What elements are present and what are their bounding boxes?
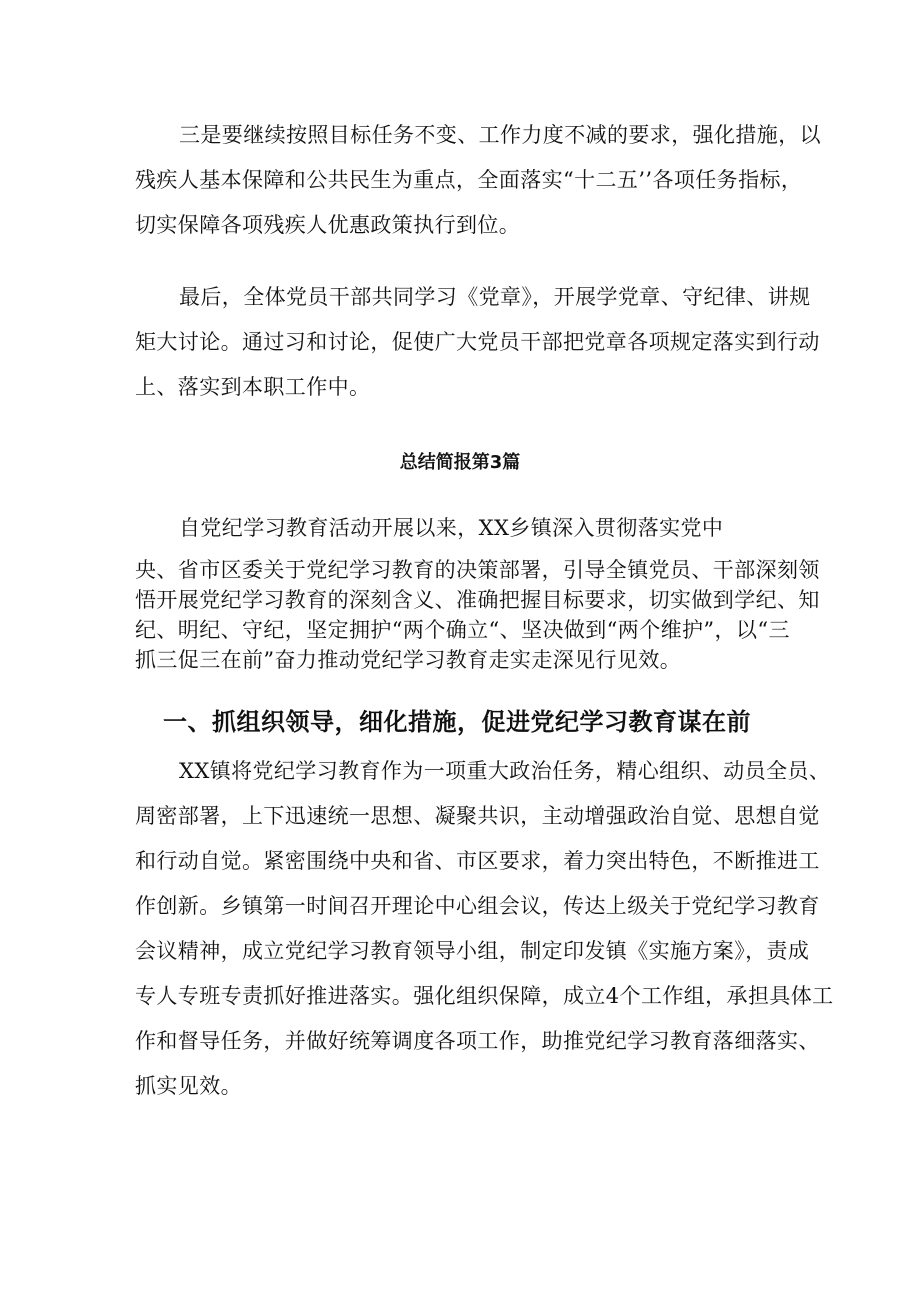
paragraph-party-constitution xyxy=(135,275,820,410)
text-line: 残疾人基本保障和公共民生为重点，全面落实“十二五’’各项任务指标， xyxy=(135,168,803,192)
text-line: 最后，全体党员干部共同学习《党章》，开展学党章、守纪律、讲规 xyxy=(179,285,811,309)
paragraph-organization-body xyxy=(135,749,834,1109)
text-line: 上、落实到本职工作中。 xyxy=(135,375,371,399)
text-line: 抓三促三在前”奋力推动党纪学习教育走实走深见行见效。 xyxy=(135,648,682,672)
paragraph-task-measures xyxy=(135,113,821,248)
text-line: 作创新。乡镇第一时间召开理论中心组会议，传达上级关于党纪学习教育 xyxy=(135,894,820,918)
text-line: 周密部署，上下迅速统一思想、凝聚共识，主动增强政治自觉、思想自觉 xyxy=(135,804,820,828)
text-line: 央、省市区委关于党纪学习教育的决策部署，引导全镇党员、干部深刻领 xyxy=(135,558,820,582)
text-line: 专人专班专责抓好推进落实。强化组织保障，成立4个工作组，承担具体工 xyxy=(135,984,834,1008)
text-line: 抓实见效。 xyxy=(135,1074,242,1098)
text-line: 悟开展党纪学习教育的深刻含义、准确把握目标要求，切实做到学纪、知 xyxy=(135,588,820,612)
text-line: XX镇将党纪学习教育作为一项重大政治任务，精心组织、动员全员、 xyxy=(179,759,831,783)
text-line: 切实保障各项残疾人优惠政策执行到位。 xyxy=(135,213,521,237)
text-line: 矩大讨论。通过习和讨论，促使广大党员干部把党章各项规定落实到行动 xyxy=(135,330,820,354)
text-line: 三是要继续按照目标任务不变、工作力度不减的要求，强化措施，以 xyxy=(179,123,821,147)
text-line: 作和督导任务，并做好统筹调度各项工作，助推党纪学习教育落细落实、 xyxy=(135,1029,820,1053)
text-line: 和行动自觉。紧密围绕中央和省、市区要求，着力突出特色，不断推进工 xyxy=(135,849,820,873)
paragraph-intro xyxy=(135,513,820,675)
text-line: 纪、明纪、守纪，坚定拥护“两个确立“、坚决做到“两个维护”，以“三 xyxy=(135,618,790,642)
section-title: 总结简报第3篇 xyxy=(399,452,521,473)
text-line: 自党纪学习教育活动开展以来，XX乡镇深入贯彻落实党中 xyxy=(179,516,724,540)
heading-organization-leadership: 一、抓组织领导，细化措施，促进党纪学习教育谋在前 xyxy=(163,708,751,736)
text-line: 会议精神，成立党纪学习教育领导小组，制定印发镇《实施方案》，责成 xyxy=(135,939,810,963)
